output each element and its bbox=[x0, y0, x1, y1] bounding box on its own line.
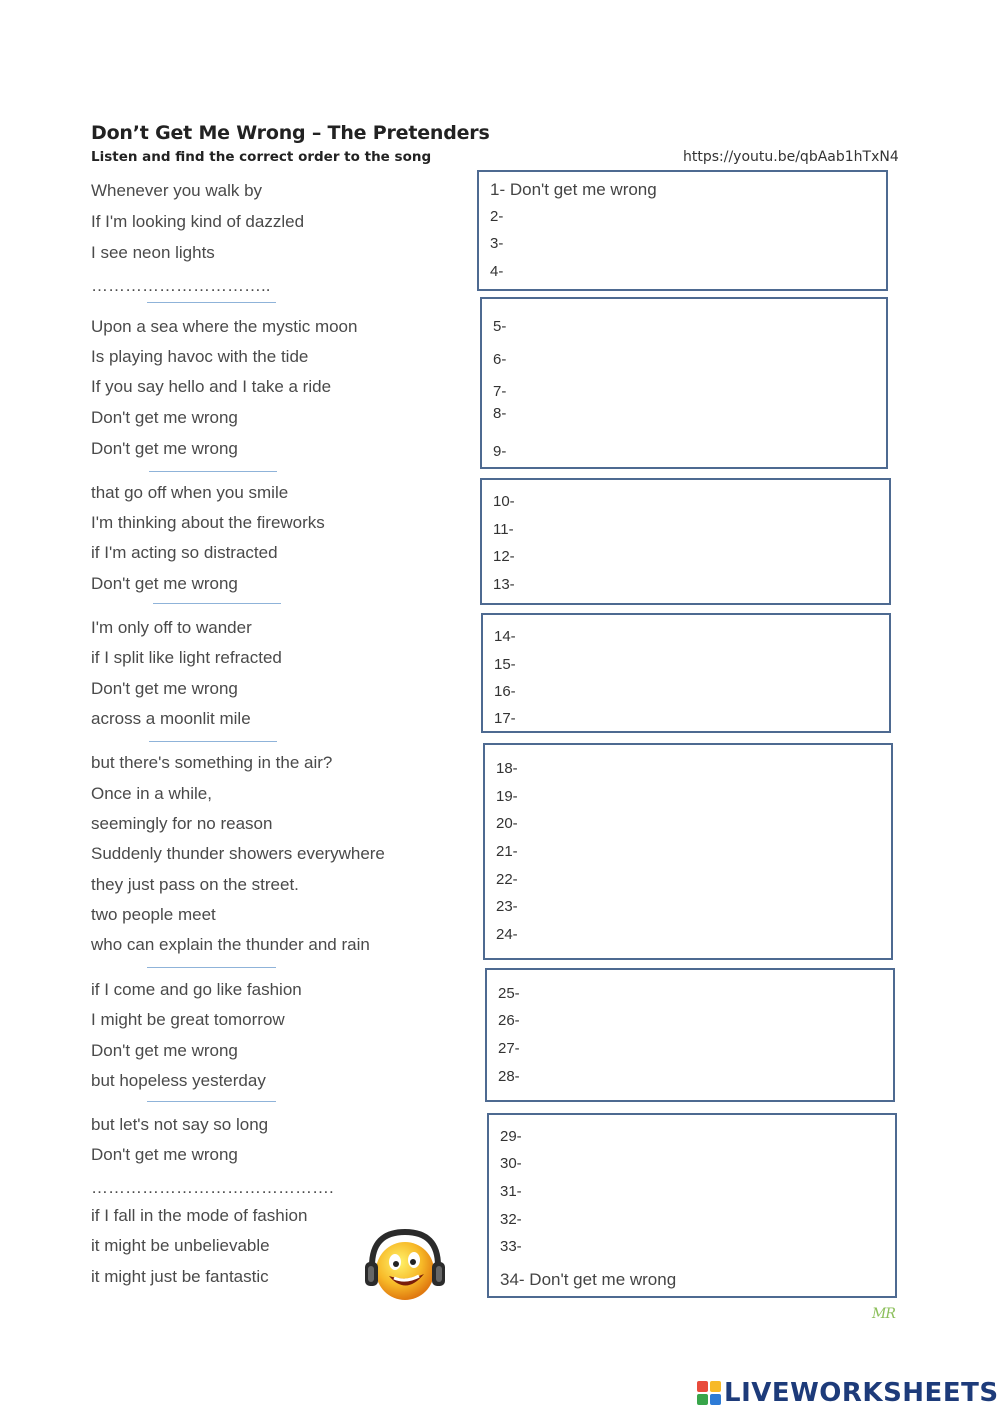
lyric-line: Don't get me wrong bbox=[91, 1041, 238, 1060]
lyric-line: if I come and go like fashion bbox=[91, 980, 302, 999]
instructions: Listen and find the correct order to the song bbox=[91, 149, 432, 165]
lyric-line: Once in a while, bbox=[91, 784, 212, 803]
lyric-line: if I split like light refracted bbox=[91, 648, 282, 667]
lyric-line: I'm only off to wander bbox=[91, 618, 252, 637]
lyric-line: Don't get me wrong bbox=[91, 408, 238, 427]
separator bbox=[149, 471, 277, 472]
answer-slot[interactable]: 26- bbox=[498, 1012, 520, 1029]
answer-slot[interactable]: 16- bbox=[494, 683, 516, 700]
answer-slot[interactable]: 11- bbox=[493, 521, 514, 538]
missing-line-blank[interactable]: ………………………….. bbox=[91, 276, 271, 295]
lyric-line: across a moonlit mile bbox=[91, 709, 251, 728]
lyric-line: If I'm looking kind of dazzled bbox=[91, 212, 305, 231]
lyric-line: I might be great tomorrow bbox=[91, 1010, 285, 1029]
answer-slot[interactable]: 33- bbox=[500, 1238, 522, 1255]
answer-slot[interactable]: 8- bbox=[493, 405, 507, 422]
answer-slot[interactable]: 5- bbox=[493, 318, 507, 335]
lyric-line: but there's something in the air? bbox=[91, 753, 333, 772]
answer-slot[interactable]: 28- bbox=[498, 1068, 520, 1085]
answer-box-10-13[interactable] bbox=[480, 478, 891, 605]
answer-box-18-24[interactable] bbox=[483, 743, 893, 960]
lyric-line: Is playing havoc with the tide bbox=[91, 347, 309, 366]
answer-box-5-9[interactable] bbox=[480, 297, 888, 469]
answer-slot[interactable]: 13- bbox=[493, 576, 515, 593]
answer-slot: 1- Don't get me wrong bbox=[490, 180, 657, 199]
lyric-line: Upon a sea where the mystic moon bbox=[91, 317, 358, 336]
answer-slot[interactable]: 14- bbox=[494, 628, 516, 645]
lyric-line: two people meet bbox=[91, 905, 216, 924]
lyric-line: Don't get me wrong bbox=[91, 574, 238, 593]
lyric-line: Don't get me wrong bbox=[91, 679, 238, 698]
answer-slot[interactable]: 20- bbox=[496, 815, 518, 832]
author-signature: MR bbox=[872, 1306, 895, 1322]
lyric-line: If you say hello and I take a ride bbox=[91, 377, 332, 396]
separator bbox=[147, 302, 276, 303]
answer-slot[interactable]: 31- bbox=[500, 1183, 522, 1200]
lyric-line: that go off when you smile bbox=[91, 483, 289, 502]
answer-slot[interactable]: 9- bbox=[493, 443, 507, 460]
answer-slot[interactable]: 30- bbox=[500, 1155, 522, 1172]
lyric-line: Whenever you walk by bbox=[91, 181, 263, 200]
lyric-line: Suddenly thunder showers everywhere bbox=[91, 844, 385, 863]
lyric-line: it might just be fantastic bbox=[91, 1267, 269, 1286]
lyric-line: I see neon lights bbox=[91, 243, 215, 262]
video-link[interactable]: https://youtu.be/qbAab1hTxN4 bbox=[683, 149, 899, 165]
answer-slot[interactable]: 23- bbox=[496, 898, 518, 915]
answer-slot[interactable]: 25- bbox=[498, 985, 520, 1002]
lyric-line: but let's not say so long bbox=[91, 1115, 269, 1134]
lyric-line: if I fall in the mode of fashion bbox=[91, 1206, 308, 1225]
lyric-line: who can explain the thunder and rain bbox=[91, 935, 370, 954]
answer-box-25-28[interactable] bbox=[485, 968, 895, 1102]
lyric-line: seemingly for no reason bbox=[91, 814, 273, 833]
answer-slot[interactable]: 12- bbox=[493, 548, 515, 565]
separator bbox=[147, 967, 276, 968]
answer-slot[interactable]: 6- bbox=[493, 351, 507, 368]
lyric-line: Don't get me wrong bbox=[91, 439, 238, 458]
answer-slot[interactable]: 3- bbox=[490, 235, 504, 252]
page-title: Don’t Get Me Wrong – The Pretenders bbox=[91, 122, 490, 144]
lyric-line: I'm thinking about the fireworks bbox=[91, 513, 325, 532]
answer-slot[interactable]: 17- bbox=[494, 710, 516, 727]
lyric-line: they just pass on the street. bbox=[91, 875, 299, 894]
answer-slot[interactable]: 22- bbox=[496, 871, 518, 888]
answer-slot[interactable]: 29- bbox=[500, 1128, 522, 1145]
answer-slot[interactable]: 24- bbox=[496, 926, 518, 943]
separator bbox=[147, 1101, 276, 1102]
lyric-line: if I'm acting so distracted bbox=[91, 543, 278, 562]
brand-name: LIVEWORKSHEETS bbox=[724, 1378, 999, 1408]
answer-slot[interactable]: 32- bbox=[500, 1211, 522, 1228]
separator bbox=[153, 603, 281, 604]
answer-slot: 34- Don't get me wrong bbox=[500, 1270, 677, 1289]
answer-slot[interactable]: 19- bbox=[496, 788, 518, 805]
answer-slot[interactable]: 27- bbox=[498, 1040, 520, 1057]
headphone-emoji-icon bbox=[362, 1226, 448, 1308]
liveworksheets-icon bbox=[697, 1381, 721, 1405]
answer-slot[interactable]: 15- bbox=[494, 656, 516, 673]
answer-box-14-17[interactable] bbox=[481, 613, 891, 733]
answer-slot[interactable]: 2- bbox=[490, 208, 504, 225]
answer-slot[interactable]: 7- bbox=[493, 383, 507, 400]
lyric-line: it might be unbelievable bbox=[91, 1236, 270, 1255]
answer-slot[interactable]: 10- bbox=[493, 493, 515, 510]
lyric-line: Don't get me wrong bbox=[91, 1145, 238, 1164]
answer-slot[interactable]: 4- bbox=[490, 263, 504, 280]
answer-slot[interactable]: 21- bbox=[496, 843, 518, 860]
lyric-line: but hopeless yesterday bbox=[91, 1071, 266, 1090]
liveworksheets-logo[interactable] bbox=[697, 1378, 999, 1408]
answer-slot[interactable]: 18- bbox=[496, 760, 518, 777]
missing-line-blank[interactable]: ……………………………………. bbox=[91, 1178, 334, 1197]
separator bbox=[149, 741, 277, 742]
